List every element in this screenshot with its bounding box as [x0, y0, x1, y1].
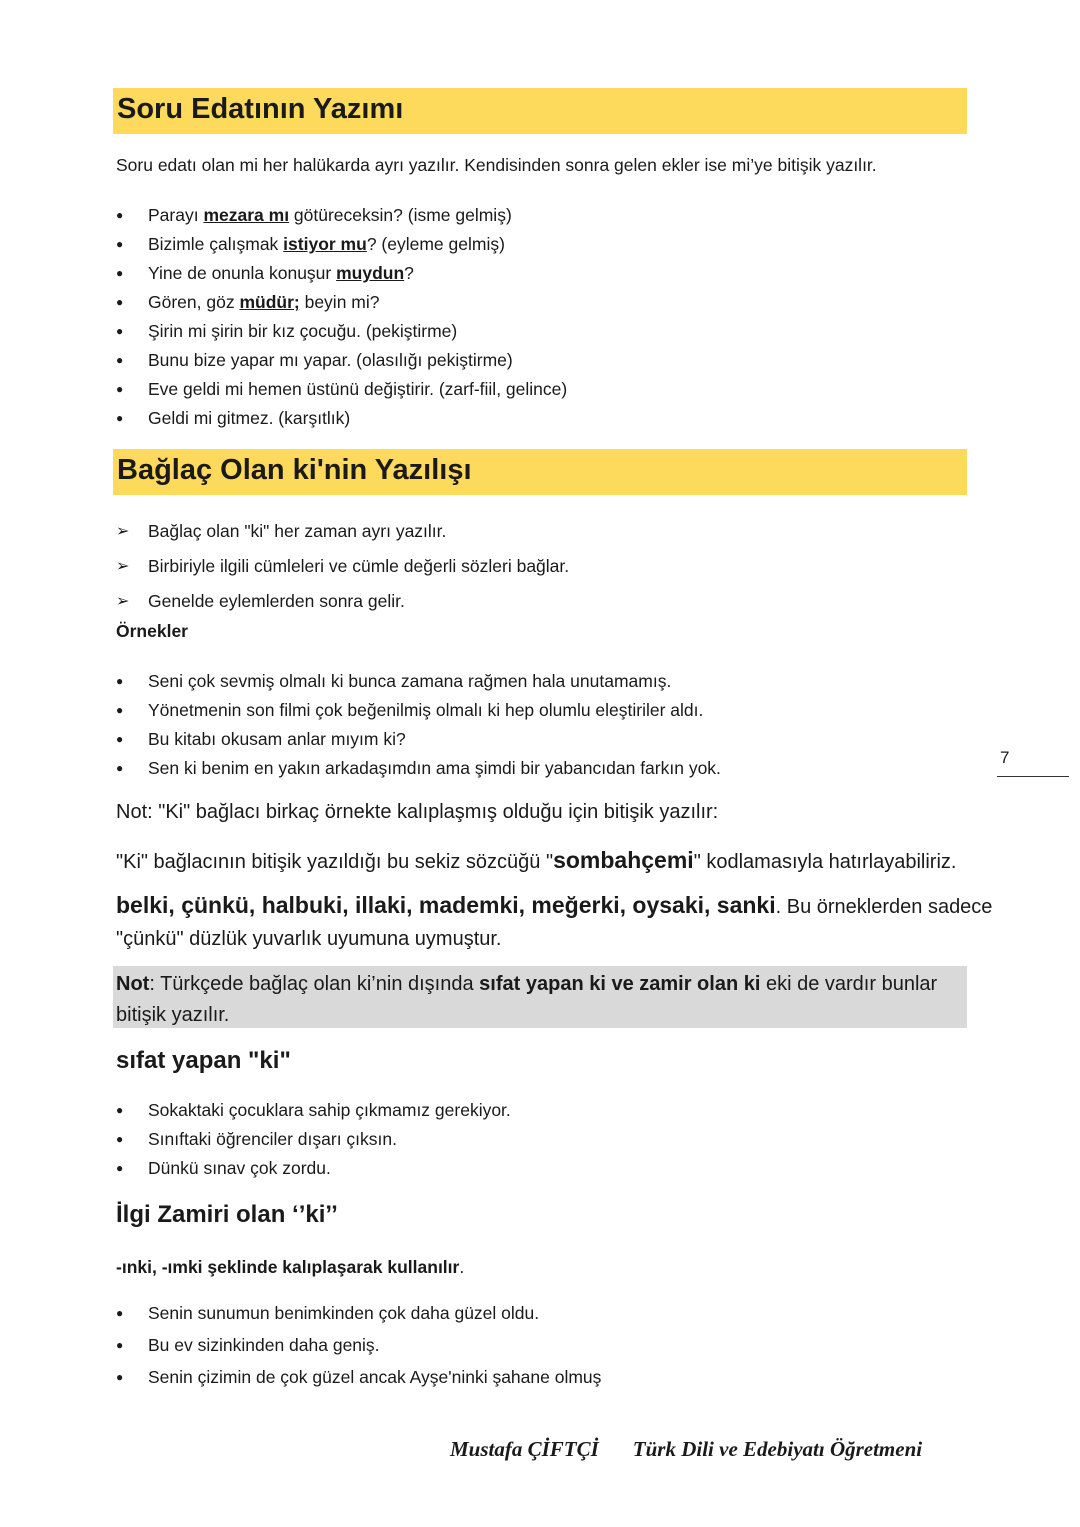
note-box	[113, 966, 967, 1028]
list-item: ● Bu kitabı okusam anlar mıyım ki?	[116, 725, 721, 754]
bitisik-words: belki, çünkü, halbuki, illaki, mademki, meğerki, oysaki, sanki. Bu örneklerden sadece	[116, 892, 993, 918]
page-number: 7	[1000, 748, 1010, 767]
note-line: Not: "Ki" bağlacı birkaç örnekte kalıplaşmış olduğu için bitişik yazılır:	[116, 801, 719, 823]
subsection-title: İlgi Zamiri olan ‘’ki’’	[116, 1201, 338, 1228]
section-heading-bar	[113, 88, 967, 134]
zamir-rule: -ınki, -ımki şeklinde kalıplaşarak kullanılır.	[116, 1257, 465, 1277]
footer-author: Mustafa ÇİFTÇİ	[450, 1437, 599, 1461]
list-item: ● Senin çizimin de çok güzel ancak Ayşe'ninki şahane olmuş	[116, 1361, 601, 1393]
section-heading-bar	[113, 449, 967, 495]
list-item: ● Sokaktaki çocuklara sahip çıkmamız gerekiyor.	[116, 1096, 511, 1125]
list-item: ● Bu ev sizinkinden daha geniş.	[116, 1329, 601, 1361]
baglac-rules	[116, 514, 569, 619]
section-title: Bağlaç Olan ki'nin Yazılışı	[117, 454, 472, 486]
note-text: Not: Türkçede bağlaç olan ki’nin dışında sıfat yapan ki ve zamir olan ki eki de vardır bunlar bitişik yazılır.	[116, 973, 938, 1026]
examples-label: Örnekler	[116, 621, 188, 641]
list-item: ● Dünkü sınav çok zordu.	[116, 1154, 511, 1183]
mnemonic-word: sombahçemi	[553, 847, 694, 873]
rule-item: ➢ Bağlaç olan "ki" her zaman ayrı yazılır.	[116, 514, 569, 549]
soru-edati-examples	[116, 201, 567, 433]
list-item: ● Bunu bize yapar mı yapar. (olasılığı pekiştirme)	[116, 346, 567, 375]
bitisik-words-cont: "çünkü" düzlük yuvarlık uyumuna uymuştur.	[116, 928, 502, 950]
subsection-title: sıfat yapan "ki"	[116, 1047, 291, 1074]
section-title: Soru Edatının Yazımı	[117, 93, 404, 125]
section-intro: Soru edatı olan mi her halükarda ayrı yazılır. Kendisinden sonra gelen ekler ise mi’ye bitişik yazılır.	[116, 155, 877, 175]
footer	[450, 1437, 922, 1462]
list-item: ● Yönetmenin son filmi çok beğenilmiş olmalı ki hep olumlu eleştiriler aldı.	[116, 696, 721, 725]
list-item: ● Senin sunumun benimkinden çok daha güzel oldu.	[116, 1297, 601, 1329]
list-item: ● Sen ki benim en yakın arkadaşımdın ama şimdi bir yabancıdan farkın yok.	[116, 754, 721, 783]
rule-item: ➢ Birbiriyle ilgili cümleleri ve cümle değerli sözleri bağlar.	[116, 549, 569, 584]
list-item: ● Geldi mi gitmez. (karşıtlık)	[116, 404, 567, 433]
list-item: ● Sınıftaki öğrenciler dışarı çıksın.	[116, 1125, 511, 1154]
list-item: ● Eve geldi mi hemen üstünü değiştirir. (zarf-fiil, gelince)	[116, 375, 567, 404]
list-item: ● Şirin mi şirin bir kız çocuğu. (pekiştirme)	[116, 317, 567, 346]
mnemonic-line: "Ki" bağlacının bitişik yazıldığı bu sekiz sözcüğü "sombahçemi" kodlamasıyla hatırlayabiliriz.	[116, 847, 957, 873]
page-number-rule	[997, 776, 1069, 777]
list-item: ● Gören, göz müdür; beyin mi?	[116, 288, 567, 317]
sifat-ki-examples	[116, 1096, 511, 1183]
footer-role: Türk Dili ve Edebiyatı Öğretmeni	[632, 1437, 923, 1461]
baglac-examples	[116, 667, 721, 783]
rule-item: ➢ Genelde eylemlerden sonra gelir.	[116, 584, 569, 619]
zamir-ki-examples	[116, 1297, 601, 1393]
list-item: ● Seni çok sevmiş olmalı ki bunca zamana rağmen hala unutamamış.	[116, 667, 721, 696]
list-item: ● Parayı mezara mı götüreceksin? (isme gelmiş)	[116, 201, 567, 230]
list-item: ● Bizimle çalışmak istiyor mu? (eyleme gelmiş)	[116, 230, 567, 259]
list-item: ● Yine de onunla konuşur muydun?	[116, 259, 567, 288]
